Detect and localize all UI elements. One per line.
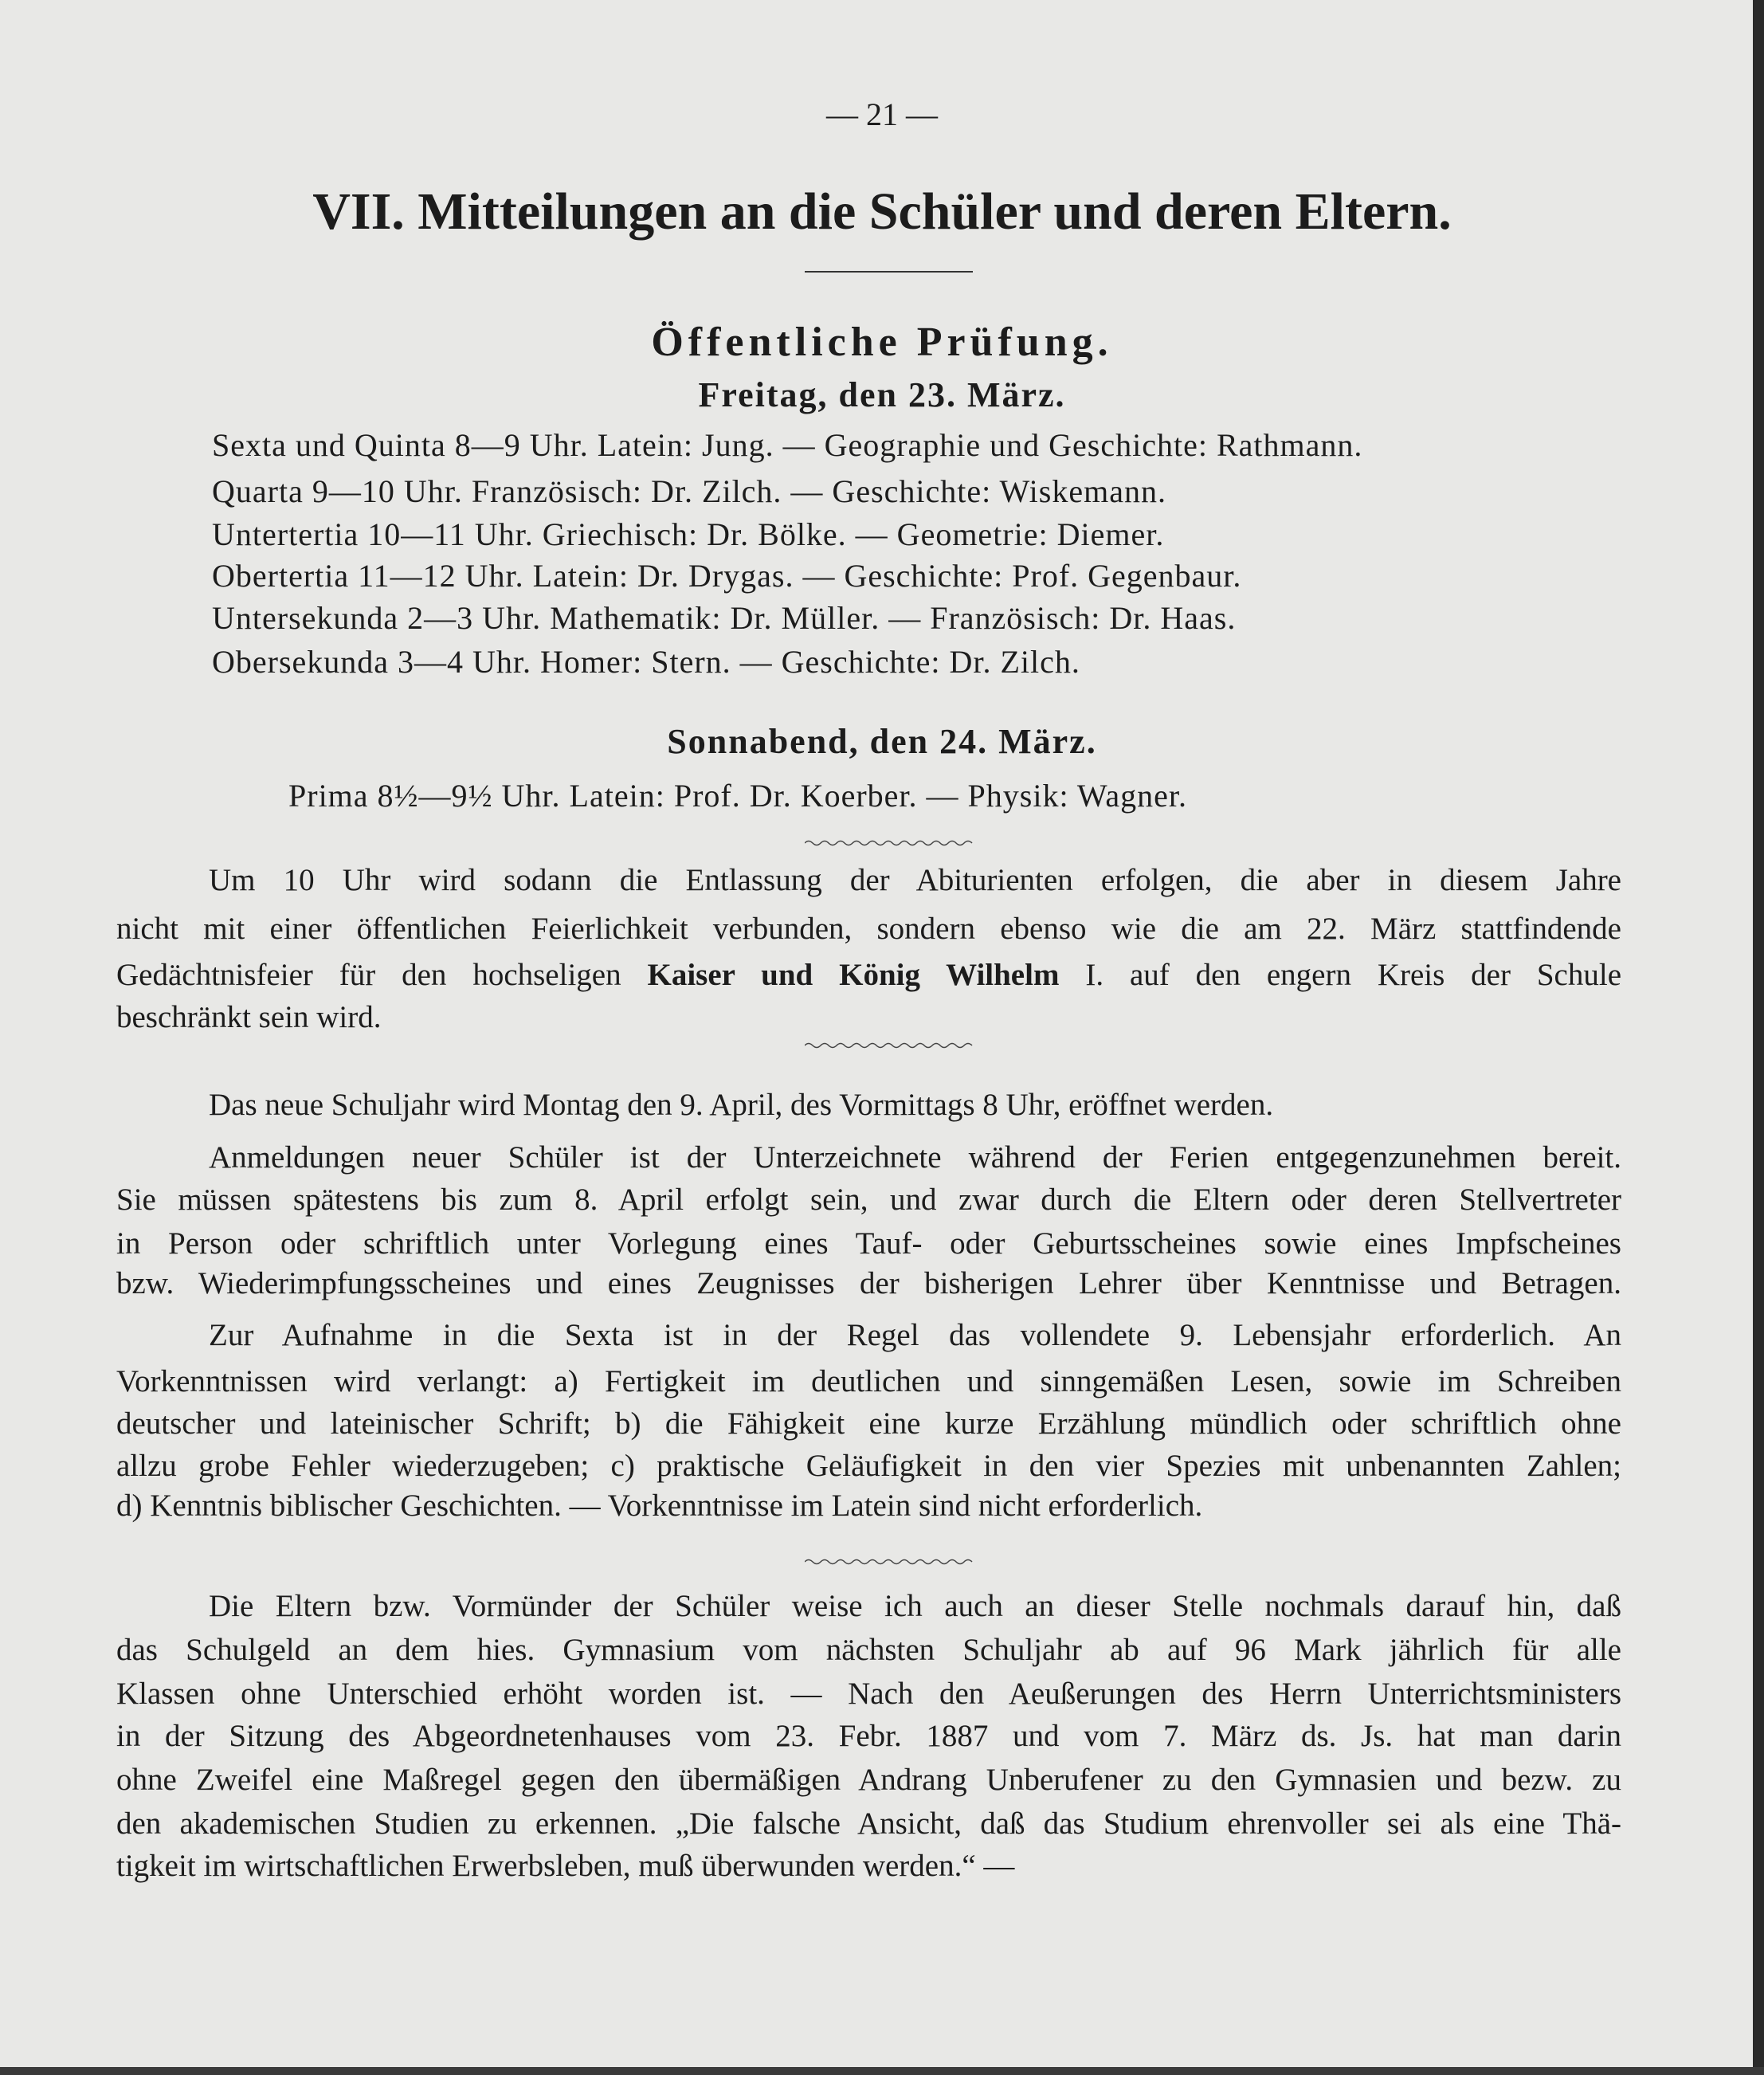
text-span: I. auf den engern Kreis der Schule xyxy=(1085,958,1622,992)
paragraph-line: Um 10 Uhr wird sodann die Entlassung der Abiturienten erfolgen, die aber in diesem Jahre xyxy=(209,863,1621,897)
paragraph-line: Zur Aufnahme in die Sexta ist in der Regel das vollendete 9. Lebensjahr erforderlich. An xyxy=(209,1318,1621,1352)
paragraph-line: in der Sitzung des Abgeordnetenhauses vom 23. Febr. 1887 und vom 7. März ds. Js. hat man darin xyxy=(116,1719,1621,1753)
schedule-line: Prima 8½—9½ Uhr. Latein: Prof. Dr. Koerber. — Physik: Wagner. xyxy=(288,778,1188,814)
paragraph-line: Klassen ohne Unterschied erhöht worden ist. — Nach den Aeußerungen des Herrn Unterrichtsministers xyxy=(116,1677,1621,1711)
paragraph-line: Anmeldungen neuer Schüler ist der Unterzeichnete während der Ferien entgegenzunehmen bereit. xyxy=(209,1140,1621,1175)
paragraph-line: d) Kenntnis biblischer Geschichten. — Vorkenntnisse im Latein sind nicht erforderlich. xyxy=(116,1489,1203,1523)
paragraph-line: Das neue Schuljahr wird Montag den 9. April, des Vormittags 8 Uhr, eröffnet werden. xyxy=(209,1088,1274,1122)
paragraph-line: Sie müssen spätestens bis zum 8. April erfolgt sein, und zwar durch die Eltern oder deren Stellvertreter xyxy=(116,1183,1621,1217)
section-heading: Öffentliche Prüfung. xyxy=(651,320,1113,365)
paragraph-line: das Schulgeld an dem hies. Gymnasium vom nächsten Schuljahr ab auf 96 Mark jährlich für alle xyxy=(116,1633,1621,1667)
paragraph-line: den akademischen Studien zu erkennen. „Die falsche Ansicht, daß das Studium ehrenvoller sei als eine Thä- xyxy=(116,1806,1621,1841)
day-heading-saturday: Sonnabend, den 24. März. xyxy=(667,722,1097,761)
paragraph-line xyxy=(116,957,1621,993)
divider xyxy=(805,271,973,273)
paragraph-line: ohne Zweifel eine Maßregel gegen den übermäßigen Andrang Unberufener zu den Gymnasien und bezw. zu xyxy=(116,1763,1621,1797)
schedule-line: Obersekunda 3—4 Uhr. Homer: Stern. — Geschichte: Dr. Zilch. xyxy=(212,644,1080,680)
text-span: Gedächtnisfeier für den hochseligen xyxy=(116,958,621,992)
wavy-divider xyxy=(805,1041,973,1049)
schedule-line: Untertertia 10—11 Uhr. Griechisch: Dr. Bölke. — Geometrie: Diemer. xyxy=(212,516,1165,552)
paragraph-line: allzu grobe Fehler wiederzugeben; c) praktische Geläufigkeit in den vier Spezies mit unbenannten Zahlen; xyxy=(116,1449,1621,1483)
paragraph-line: tigkeit im wirtschaftlichen Erwerbsleben, muß überwunden werden.“ — xyxy=(116,1849,1015,1883)
scan-edge-right xyxy=(1753,0,1764,2075)
paragraph-line: bzw. Wiederimpfungsscheines und eines Zeugnisses der bisherigen Lehrer über Kenntnisse und Betragen. xyxy=(116,1266,1621,1300)
paragraph-line: nicht mit einer öffentlichen Feierlichkeit verbunden, sondern ebenso wie die am 22. März stattfindende xyxy=(116,912,1621,946)
wavy-divider xyxy=(805,839,973,847)
page-title: VII. Mitteilungen an die Schüler und deren Eltern. xyxy=(312,182,1452,241)
wavy-divider xyxy=(805,1558,973,1566)
scan-edge-bottom xyxy=(0,2067,1764,2075)
schedule-line: Untersekunda 2—3 Uhr. Mathematik: Dr. Müller. — Französisch: Dr. Haas. xyxy=(212,600,1237,636)
schedule-line: Sexta und Quinta 8—9 Uhr. Latein: Jung. — Geographie und Geschichte: Rathmann. xyxy=(212,427,1363,463)
schedule-line: Quarta 9—10 Uhr. Französisch: Dr. Zilch. — Geschichte: Wiskemann. xyxy=(212,473,1166,509)
paragraph-line: Vorkenntnissen wird verlangt: a) Fertigkeit im deutlichen und sinngemäßen Lesen, sowie im Schreiben xyxy=(116,1364,1621,1398)
paragraph-line: in Person oder schriftlich unter Vorlegung eines Tauf- oder Geburtsscheines sowie eines Impfscheines xyxy=(116,1226,1621,1261)
paragraph-line: Die Eltern bzw. Vormünder der Schüler weise ich auch an dieser Stelle nochmals darauf hin, daß xyxy=(209,1589,1621,1623)
day-heading-friday: Freitag, den 23. März. xyxy=(698,375,1066,414)
page-number: — 21 — xyxy=(826,96,938,132)
emphasis-text: Kaiser und König Wilhelm xyxy=(647,958,1060,992)
schedule-line: Obertertia 11—12 Uhr. Latein: Dr. Drygas. — Geschichte: Prof. Gegenbaur. xyxy=(212,558,1242,594)
paragraph-line: deutscher und lateinischer Schrift; b) die Fähigkeit eine kurze Erzählung mündlich oder schriftlich ohne xyxy=(116,1406,1621,1441)
paragraph-line: beschränkt sein wird. xyxy=(116,1000,382,1034)
